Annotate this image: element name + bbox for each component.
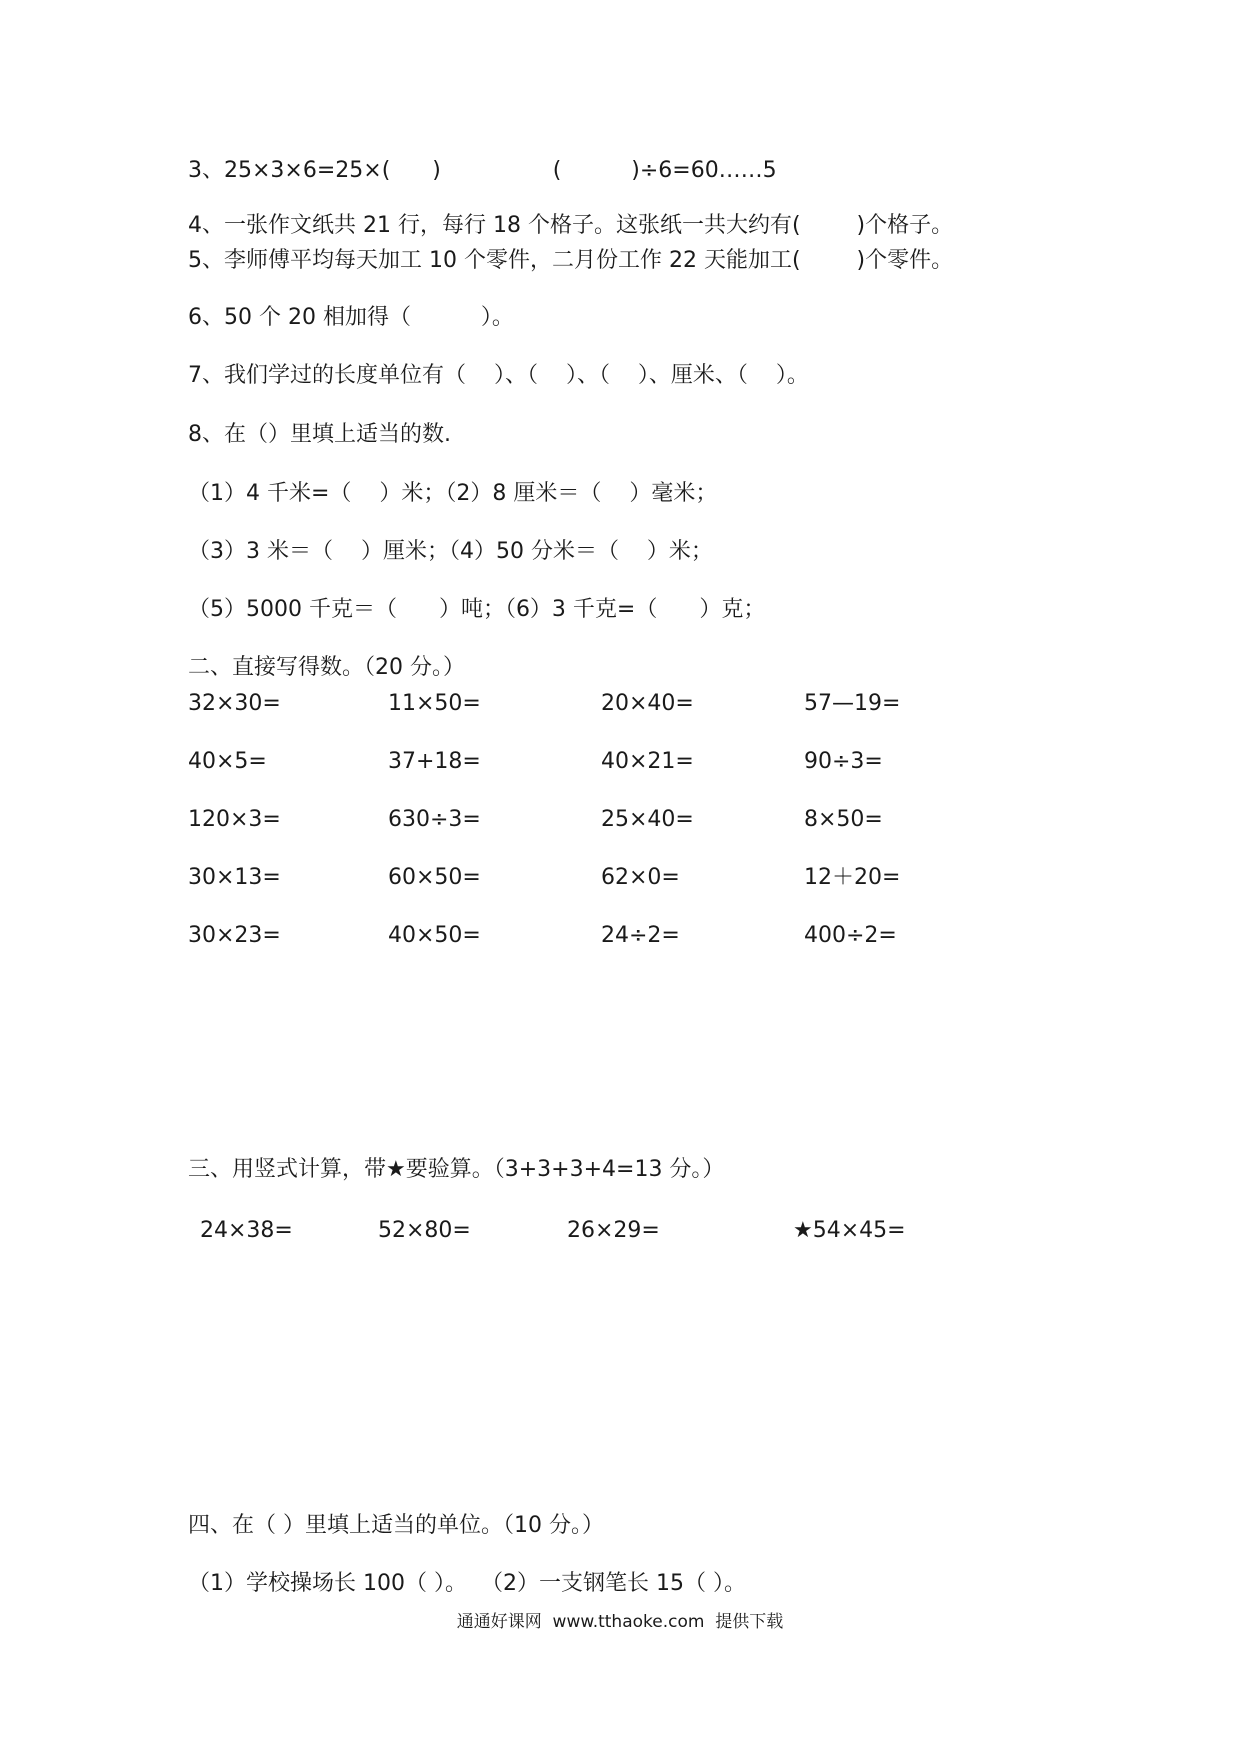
- calc-item: 11×50=: [388, 691, 481, 716]
- question-6: 6、50 个 20 相加得（ ）。: [188, 305, 514, 330]
- footer-credit: 通通好课网 www.tthaoke.com 提供下载: [456, 1612, 784, 1632]
- calc-row: [188, 863, 1088, 893]
- question-5: 5、李师傅平均每天加工 10 个零件，二月份工作 22 天能加工( )个零件。: [188, 248, 954, 273]
- calc-item: 40×21=: [601, 749, 694, 774]
- question-3: 3、25×3×6=25×( ) ( )÷6=60……5: [188, 158, 777, 183]
- calc-item: 25×40=: [601, 807, 694, 832]
- vertical-calc-item: 52×80=: [378, 1218, 471, 1243]
- calc-item: 40×5=: [188, 749, 267, 774]
- calc-row: [188, 689, 1088, 719]
- question-4: 4、一张作文纸共 21 行，每行 18 个格子。这张纸一共大约有( )个格子。: [188, 213, 954, 238]
- calc-item: 90÷3=: [804, 749, 883, 774]
- question-8-part-1: （1）4 千米=（ ）米；（2）8 厘米＝（ ）毫米；: [188, 481, 718, 506]
- section-4-question-line: （1）学校操场长 100（ ）。 （2）一支钢笔长 15（ ）。: [188, 1571, 746, 1596]
- calc-item: 30×23=: [188, 923, 281, 948]
- calc-item: 120×3=: [188, 807, 281, 832]
- vertical-calc-item-starred: ★54×45=: [793, 1218, 906, 1243]
- calc-item: 40×50=: [388, 923, 481, 948]
- vertical-calc-row: [0, 1216, 1240, 1246]
- calc-item: 62×0=: [601, 865, 680, 890]
- calc-row: [188, 747, 1088, 777]
- section-3-heading: 三、用竖式计算，带★要验算。（3+3+3+4=13 分。）: [188, 1157, 725, 1182]
- section-2-heading: 二、直接写得数。（20 分。）: [188, 655, 465, 680]
- calc-item: 400÷2=: [804, 923, 897, 948]
- calc-row: [188, 921, 1088, 951]
- calc-item: 57—19=: [804, 691, 901, 716]
- calc-item: 24÷2=: [601, 923, 680, 948]
- question-8: 8、在（）里填上适当的数.: [188, 422, 451, 447]
- calc-item: 30×13=: [188, 865, 281, 890]
- calc-item: 32×30=: [188, 691, 281, 716]
- calc-item: 12＋20=: [804, 865, 901, 890]
- section-4-heading: 四、在（ ）里填上适当的单位。（10 分。）: [188, 1513, 604, 1538]
- question-8-part-3: （5）5000 千克＝（ ）吨；（6）3 千克=（ ）克；: [188, 597, 766, 622]
- calc-item: 8×50=: [804, 807, 883, 832]
- question-8-part-2: （3）3 米＝（ ）厘米；（4）50 分米＝（ ）米；: [188, 539, 713, 564]
- calc-item: 630÷3=: [388, 807, 481, 832]
- calc-item: 37+18=: [388, 749, 481, 774]
- vertical-calc-item: 26×29=: [567, 1218, 660, 1243]
- calc-item: 60×50=: [388, 865, 481, 890]
- question-7: 7、我们学过的长度单位有（ ）、（ ）、（ ）、厘米、（ ）。: [188, 363, 809, 388]
- calc-row: [188, 805, 1088, 835]
- vertical-calc-item: 24×38=: [200, 1218, 293, 1243]
- calc-item: 20×40=: [601, 691, 694, 716]
